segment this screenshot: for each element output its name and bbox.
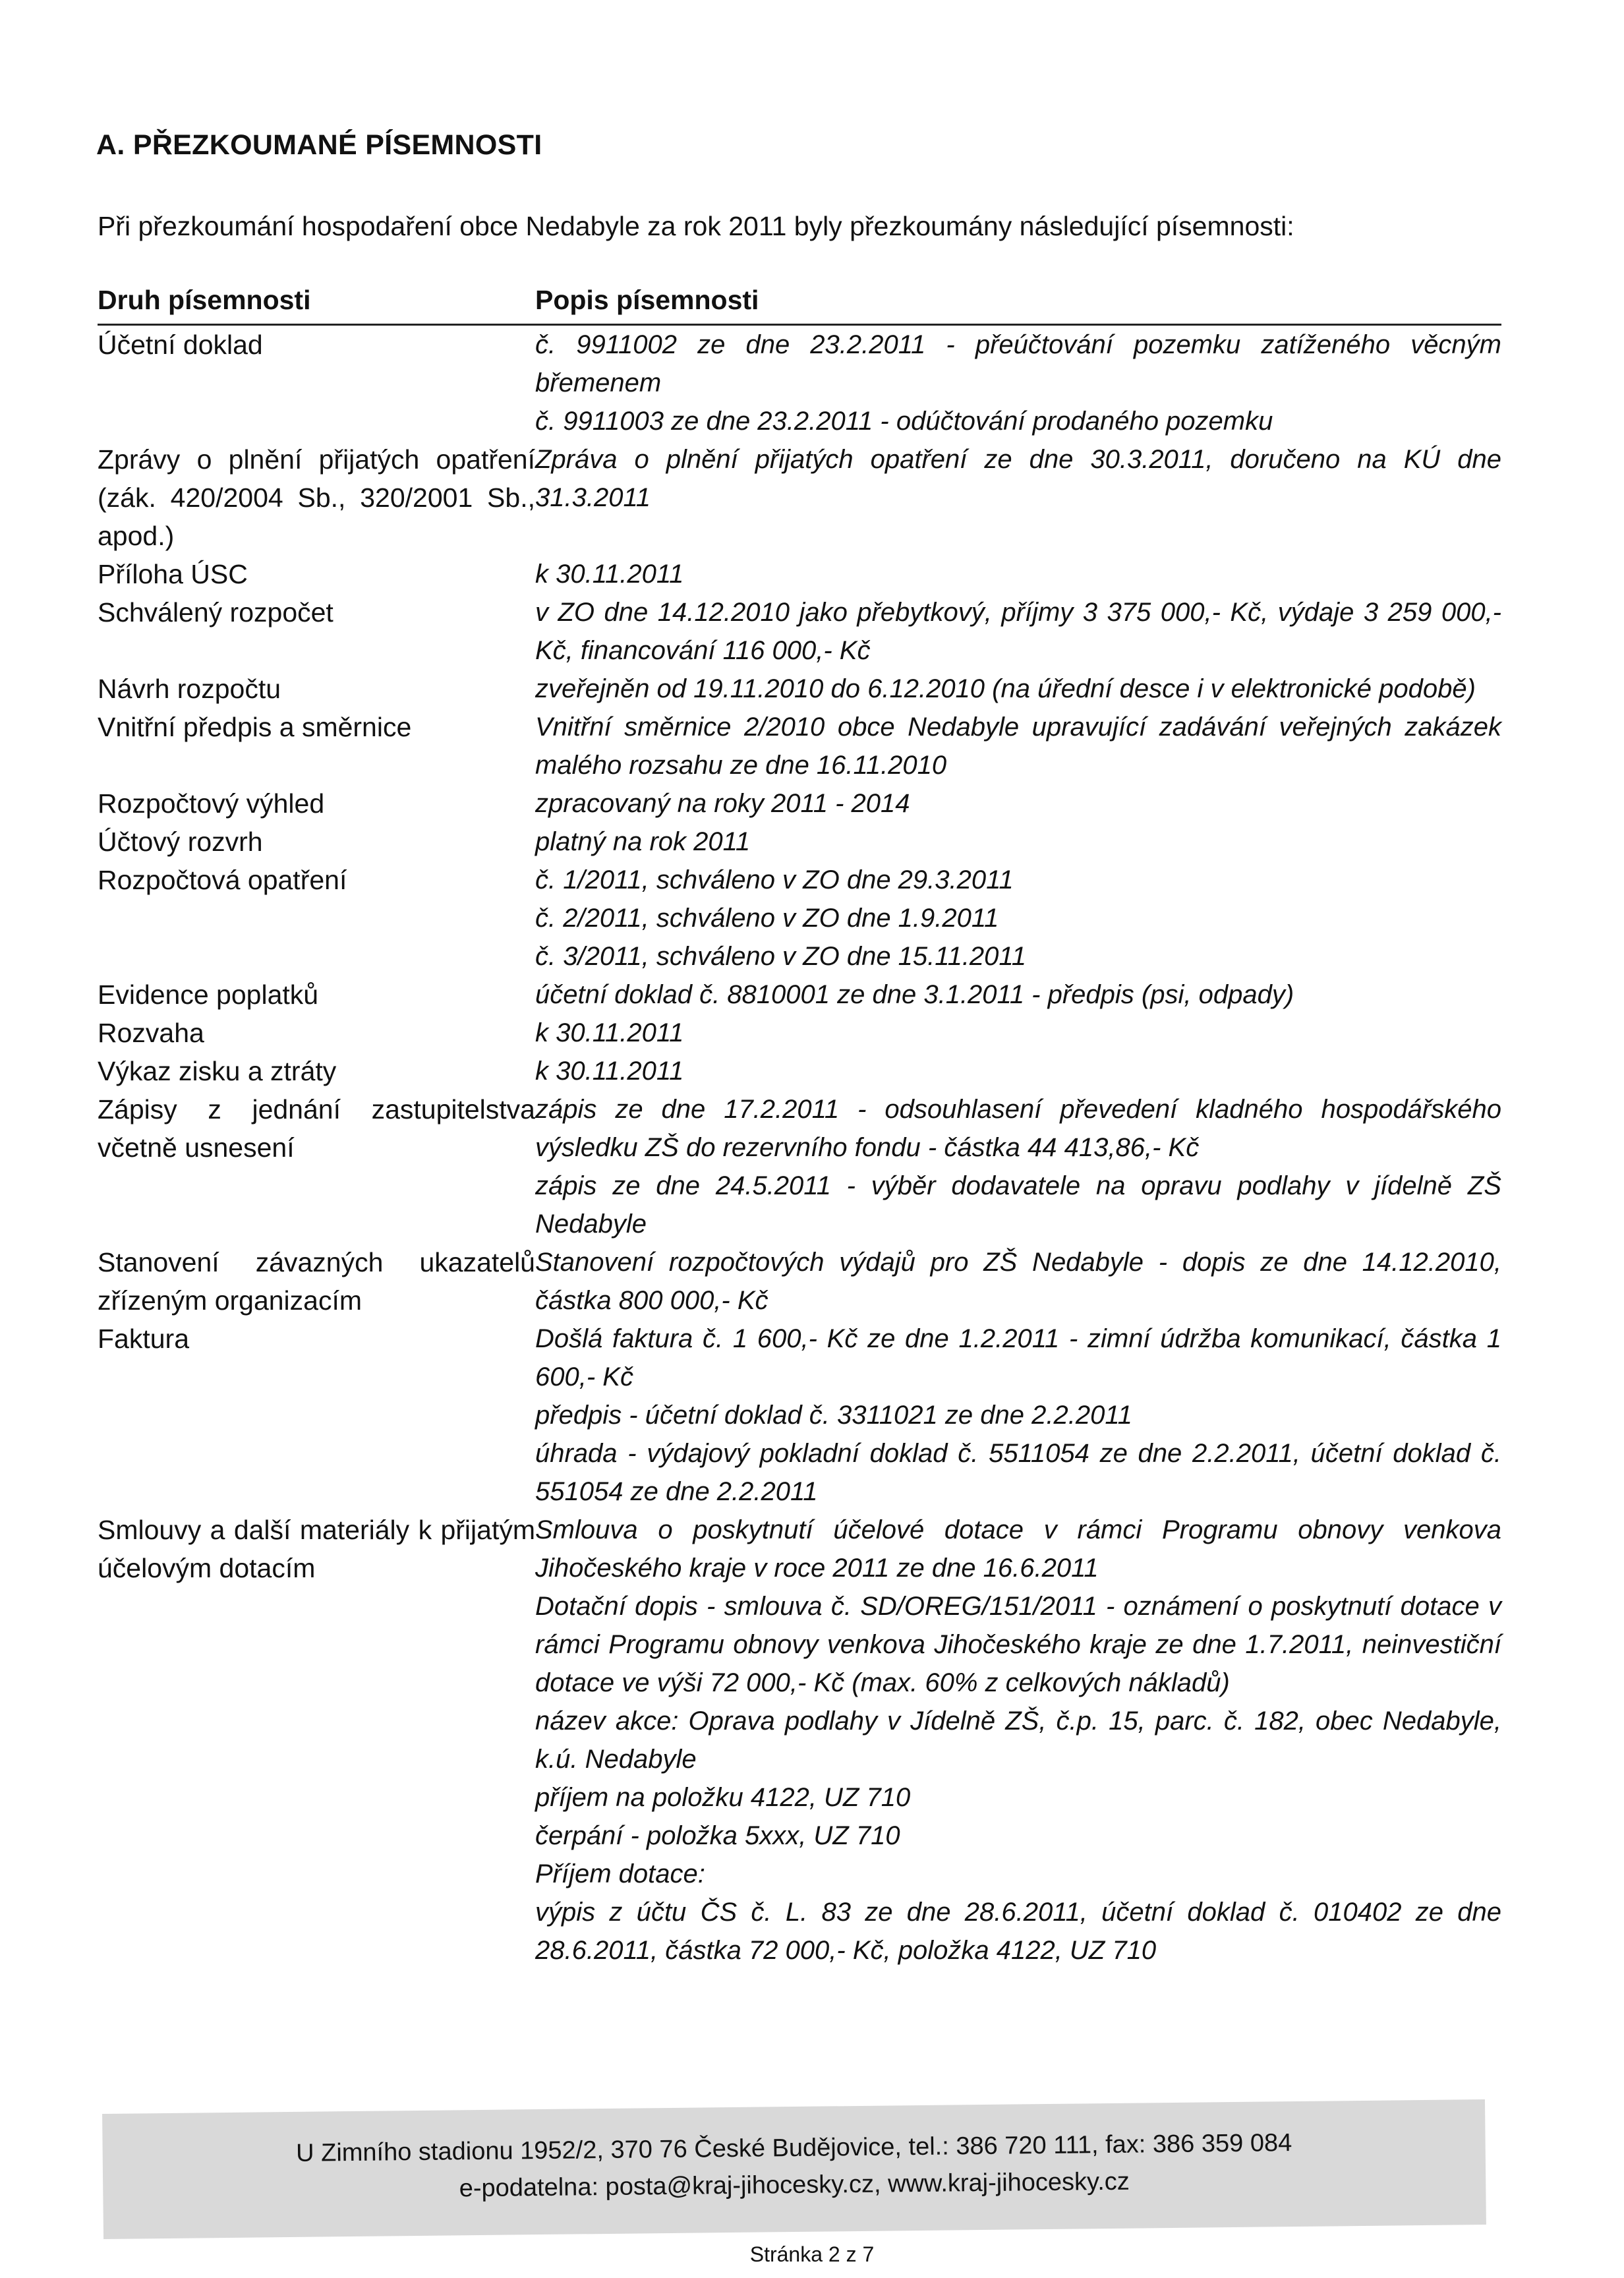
document-type: Faktura: [98, 1324, 189, 1354]
document-type: Účetní doklad: [98, 330, 263, 360]
description-line: předpis - účetní doklad č. 3311021 ze dne 2.2.2011: [535, 1401, 1132, 1430]
document-type: Rozpočtový výhled: [98, 788, 325, 819]
document-description: [535, 440, 1501, 517]
document-type: Smlouvy a další materiály k přijatým účelovým dotacím: [98, 1515, 535, 1583]
description-line: Stanovení rozpočtových výdajů pro ZŠ Nedabyle - dopis ze dne 14.12.2010, částka 800 000,- Kč: [535, 1248, 1501, 1315]
document-description: [535, 861, 1501, 976]
documents-table: [98, 285, 1501, 1970]
document-type: Výkaz zisku a ztráty: [98, 1056, 337, 1086]
document-type: Rozpočtová opatření: [98, 865, 347, 895]
description-line: č. 9911002 ze dne 23.2.2011 - přeúčtování pozemku zatíženého věcným břemenem: [535, 330, 1501, 397]
section-title: A. PŘEZKOUMANÉ PÍSEMNOSTI: [96, 129, 542, 161]
description-line: k 30.11.2011: [535, 560, 684, 589]
table-row: [98, 440, 1501, 555]
description-line: č. 9911003 ze dne 23.2.2011 - odúčtování prodaného pozemku: [535, 407, 1273, 436]
document-type: Návrh rozpočtu: [98, 674, 281, 704]
document-description: [535, 784, 1501, 823]
document-description: [535, 555, 1501, 593]
description-line: příjem na položku 4122, UZ 710: [535, 1783, 911, 1812]
description-line: zápis ze dne 17.2.2011 - odsouhlasení převedení kladného hospodářského výsledku ZŠ do rezervního fondu - částka 44 413,86,- Kč: [535, 1095, 1501, 1162]
description-line: Vnitřní směrnice 2/2010 obce Nedabyle upravující zadávání veřejných zakázek malého rozsahu ze dne 16.11.2010: [535, 713, 1501, 780]
table-row: [98, 976, 1501, 1014]
table-row: [98, 1511, 1501, 1970]
document-type: Schválený rozpočet: [98, 597, 334, 628]
document-type: Vnitřní předpis a směrnice: [98, 712, 412, 742]
table-row: [98, 861, 1501, 976]
description-line: Příjem dotace:: [535, 1859, 705, 1888]
description-line: úhrada - výdajový pokladní doklad č. 5511054 ze dne 2.2.2011, účetní doklad č. 551054 ze dne 2.2.2011: [535, 1439, 1501, 1506]
description-line: Smlouva o poskytnutí účelové dotace v rámci Programu obnovy venkova Jihočeského kraje v roce 2011 ze dne 16.6.2011: [535, 1515, 1501, 1583]
document-description: [535, 823, 1501, 861]
description-line: k 30.11.2011: [535, 1018, 684, 1047]
footer-address: U Zimního stadionu 1952/2, 370 76 České Budějovice, tel.: 386 720 111, fax: 386 359 084: [295, 2129, 1292, 2167]
description-line: č. 2/2011, schváleno v ZO dne 1.9.2011: [535, 904, 999, 933]
description-line: účetní doklad č. 8810001 ze dne 3.1.2011 - předpis (psi, odpady): [535, 980, 1294, 1009]
document-description: [535, 326, 1501, 440]
document-description: [535, 593, 1501, 670]
document-description: [535, 976, 1501, 1014]
table-row: [98, 1014, 1501, 1052]
description-line: Dotační dopis - smlouva č. SD/OREG/151/2011 - oznámení o poskytnutí dotace v rámci Programu obnovy venkova Jihočeského kraje ze dne 1.7.2011, neinvestiční dotace ve výši 72 000,- Kč (max. 60% z celkových nákladů): [535, 1592, 1501, 1697]
document-description: [535, 1052, 1501, 1090]
footer-contacts: e-podatelna: posta@kraj-jihocesky.cz, www.kraj-jihocesky.cz: [459, 2167, 1130, 2203]
document-description: [535, 1320, 1501, 1511]
document-description: [535, 670, 1501, 708]
description-line: k 30.11.2011: [535, 1057, 684, 1086]
table-row: [98, 1052, 1501, 1090]
document-type: Evidence poplatků: [98, 979, 319, 1010]
header-description: Popis písemnosti: [535, 285, 759, 315]
document-description: [535, 1090, 1501, 1243]
table-row: [98, 593, 1501, 670]
document-description: [535, 1243, 1501, 1320]
description-line: Došlá faktura č. 1 600,- Kč ze dne 1.2.2011 - zimní údržba komunikací, částka 1 600,- Kč: [535, 1324, 1501, 1391]
table-body: [98, 326, 1501, 1970]
description-line: č. 1/2011, schváleno v ZO dne 29.3.2011: [535, 865, 1014, 894]
document-description: [535, 708, 1501, 784]
table-row: [98, 1243, 1501, 1320]
document-type: Zprávy o plnění přijatých opatření (zák. 420/2004 Sb., 320/2001 Sb., apod.): [98, 444, 535, 551]
description-line: výpis z účtu ČS č. L. 83 ze dne 28.6.2011, účetní doklad č. 010402 ze dne 28.6.2011, částka 72 000,- Kč, položka 4122, UZ 710: [535, 1898, 1501, 1965]
table-row: [98, 1090, 1501, 1243]
document-type: Stanovení závazných ukazatelů zřízeným organizacím: [98, 1247, 535, 1316]
table-header: [98, 285, 1501, 326]
description-line: zápis ze dne 24.5.2011 - výběr dodavatele na opravu podlahy v jídelně ZŠ Nedabyle: [535, 1171, 1501, 1239]
description-line: č. 3/2011, schváleno v ZO dne 15.11.2011: [535, 942, 1026, 971]
intro-paragraph: Při přezkoumání hospodaření obce Nedabyle za rok 2011 byly přezkoumány následující písemnosti:: [98, 211, 1294, 241]
document-type: Zápisy z jednání zastupitelstva včetně usnesení: [98, 1094, 535, 1163]
footer-band: [102, 2099, 1486, 2239]
table-row: [98, 708, 1501, 784]
description-line: čerpání - položka 5xxx, UZ 710: [535, 1821, 900, 1850]
table-row: [98, 823, 1501, 861]
document-type: Účtový rozvrh: [98, 827, 263, 857]
description-line: v ZO dne 14.12.2010 jako přebytkový, příjmy 3 375 000,- Kč, výdaje 3 259 000,- Kč, financování 116 000,- Kč: [535, 598, 1501, 665]
document-description: [535, 1014, 1501, 1052]
description-line: zpracovaný na roky 2011 - 2014: [535, 789, 910, 818]
header-type: Druh písemnosti: [98, 285, 311, 315]
table-row: [98, 1320, 1501, 1511]
description-line: platný na rok 2011: [535, 827, 751, 856]
document-description: [535, 1511, 1501, 1970]
description-line: Zpráva o plnění přijatých opatření ze dne 30.3.2011, doručeno na KÚ dne 31.3.2011: [535, 445, 1501, 512]
description-line: zveřejněn od 19.11.2010 do 6.12.2010 (na úřední desce i v elektronické podobě): [535, 674, 1476, 703]
document-type: Rozvaha: [98, 1018, 204, 1048]
table-row: [98, 555, 1501, 593]
description-line: název akce: Oprava podlahy v Jídelně ZŠ, č.p. 15, parc. č. 182, obec Nedabyle, k.ú. Nedabyle: [535, 1707, 1501, 1774]
table-row: [98, 326, 1501, 440]
page-number: Stránka 2 z 7: [749, 2242, 875, 2266]
document-type: Příloha ÚSC: [98, 559, 248, 589]
table-row: [98, 784, 1501, 823]
table-row: [98, 670, 1501, 708]
